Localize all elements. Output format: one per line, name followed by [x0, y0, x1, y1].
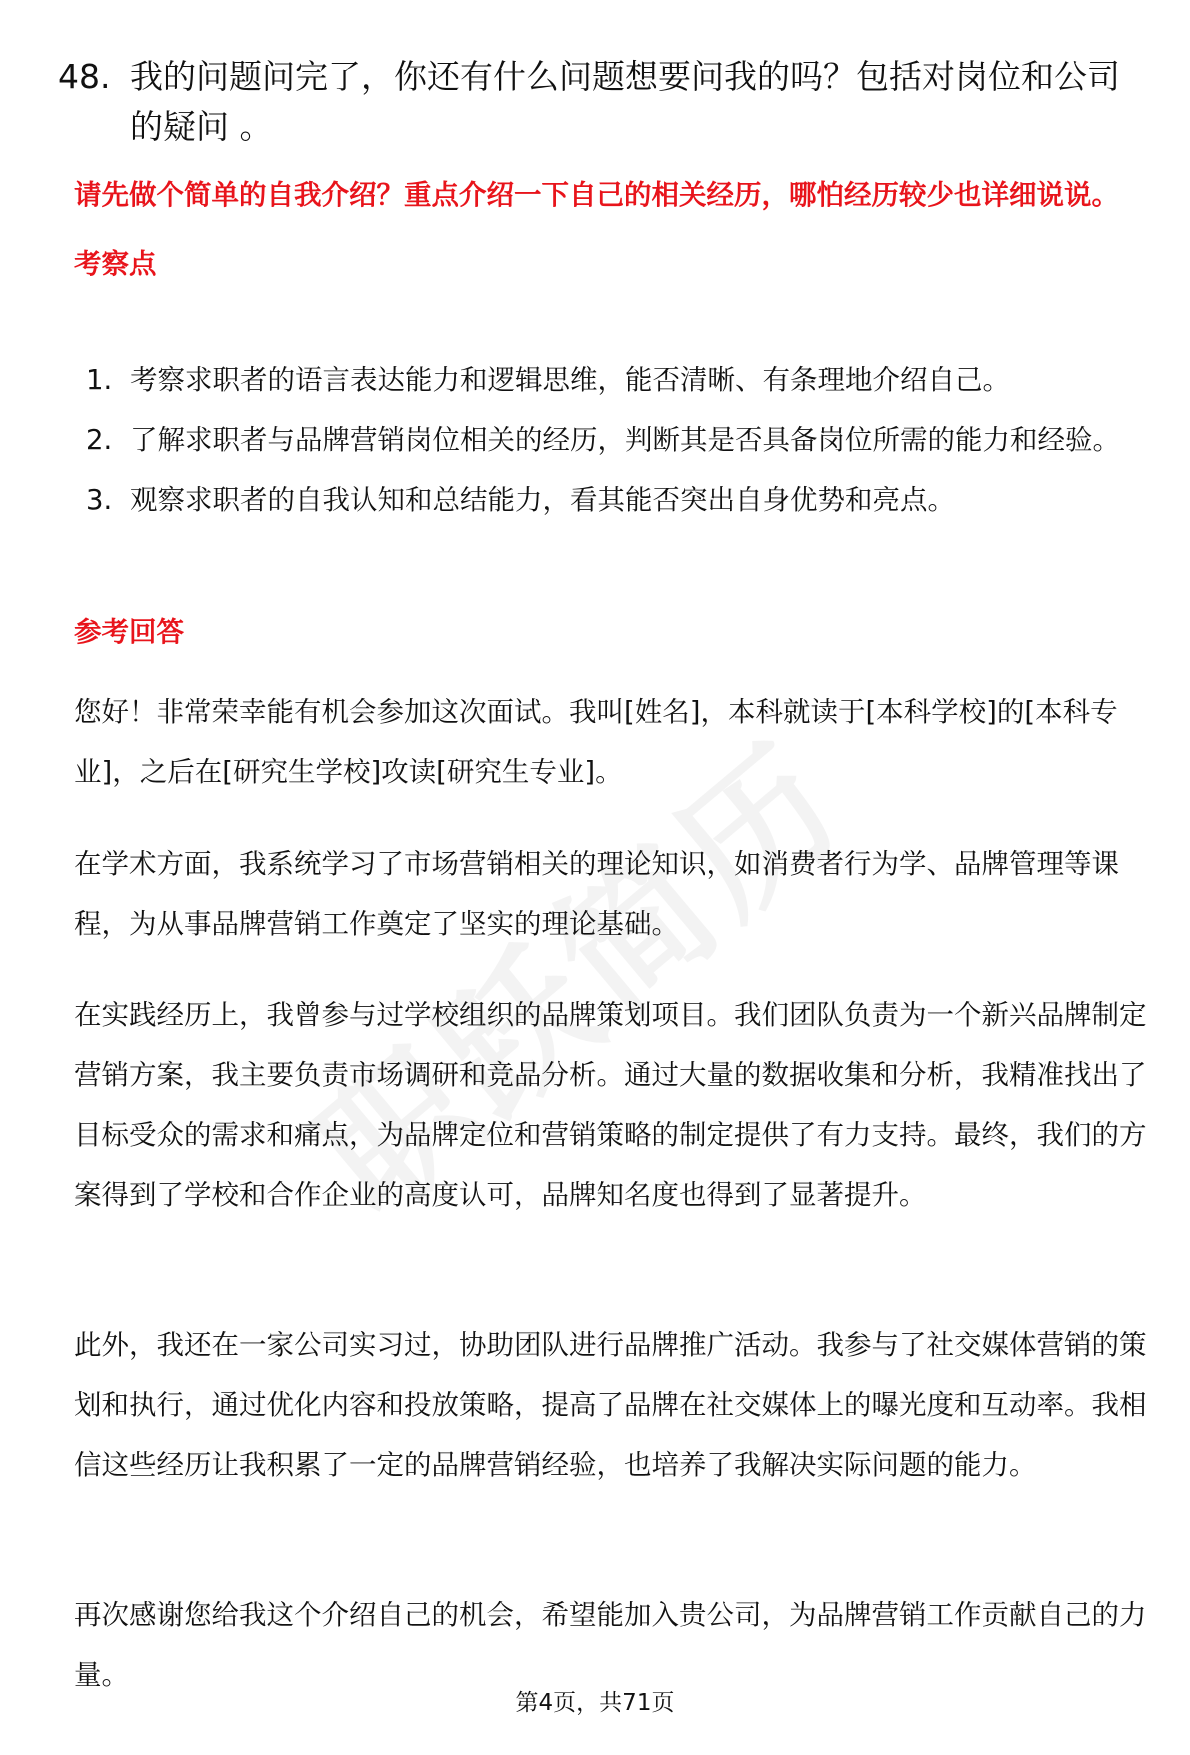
- reference-heading: 参考回答: [74, 616, 184, 648]
- list-item: [86, 350, 1166, 410]
- answer-paragraph: 在学术方面，我系统学习了市场营销相关的理论知识，如消费者行为学、品牌管理等课程，为从事品牌营销工作奠定了坚实的理论基础。: [74, 848, 1119, 940]
- list-item: [86, 410, 1166, 470]
- answer-paragraph: 此外，我还在一家公司实习过，协助团队进行品牌推广活动。我参与了社交媒体营销的策划和执行，通过优化内容和投放策略，提高了品牌在社交媒体上的曝光度和互动率。我相信这些经历让我积累了一定的品牌营销经验，也培养了我解决实际问题的能力。: [74, 1329, 1147, 1481]
- list-item-text: 考察求职者的语言表达能力和逻辑思维，能否清晰、有条理地介绍自己。: [130, 364, 1010, 396]
- list-item-number: 1.: [86, 364, 113, 396]
- list-item-number: 2.: [86, 424, 113, 456]
- assessment-list: [86, 350, 1166, 530]
- list-item-text: 了解求职者与品牌营销岗位相关的经历，判断其是否具备岗位所需的能力和经验。: [130, 424, 1120, 456]
- question-number: 48.: [58, 57, 111, 96]
- list-item: [86, 470, 1166, 530]
- answer-paragraph: 您好！非常荣幸能有机会参加这次面试。我叫[姓名]，本科就读于[本科学校]的[本科专业]，之后在[研究生学校]攻读[研究生专业]。: [74, 696, 1118, 788]
- page-number-footer: 第4页，共71页: [515, 1690, 675, 1716]
- answer-paragraph: 在实践经历上，我曾参与过学校组织的品牌策划项目。我们团队负责为一个新兴品牌制定营销方案，我主要负责市场调研和竞品分析。通过大量的数据收集和分析，我精准找出了目标受众的需求和痛点，为品牌定位和营销策略的制定提供了有力支持。最终，我们的方案得到了学校和合作企业的高度认可，品牌知名度也得到了显著提升。: [74, 999, 1147, 1211]
- question-text: 我的问题问完了，你还有什么问题想要问我的吗？包括对岗位和公司的疑问 。: [130, 57, 1120, 146]
- question-heading: [58, 52, 1158, 152]
- answer-paragraph: 再次感谢您给我这个介绍自己的机会，希望能加入贵公司，为品牌营销工作贡献自己的力量。: [74, 1599, 1147, 1691]
- assessment-heading: 考察点: [74, 248, 157, 280]
- list-item-text: 观察求职者的自我认知和总结能力，看其能否突出自身优势和亮点。: [130, 484, 955, 516]
- list-item-number: 3.: [86, 484, 113, 516]
- interview-prompt: 请先做个简单的自我介绍？重点介绍一下自己的相关经历，哪怕经历较少也详细说说。: [74, 179, 1119, 211]
